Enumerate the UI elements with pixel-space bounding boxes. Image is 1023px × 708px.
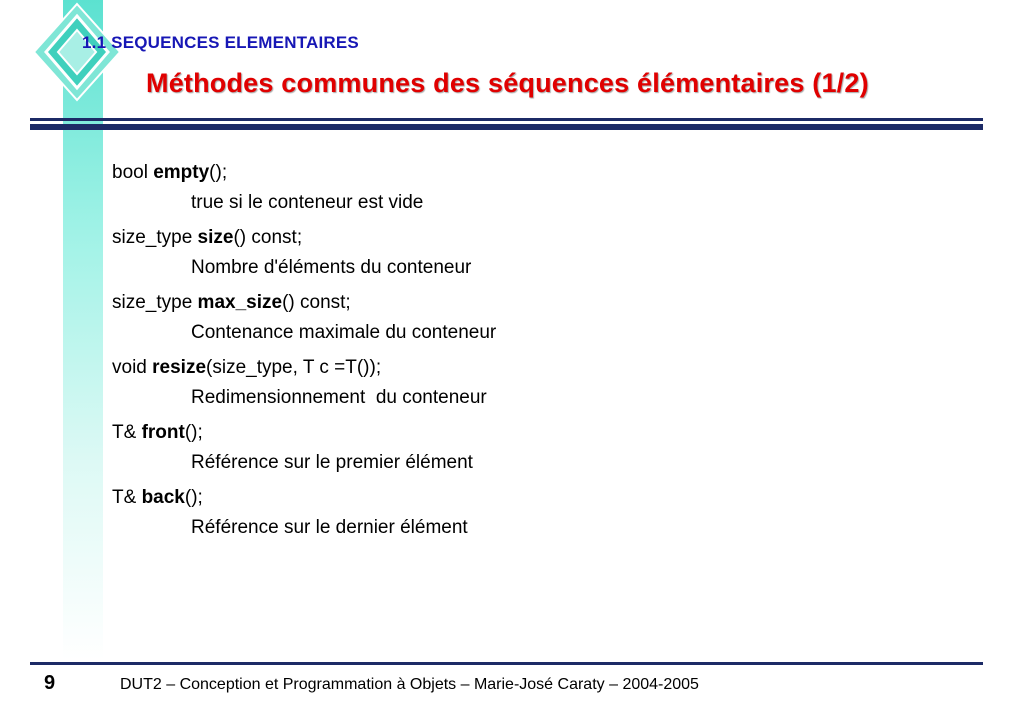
method-item	[112, 353, 972, 413]
title-divider-thin	[30, 118, 983, 121]
method-name: resize	[152, 357, 207, 378]
method-signature: size_type max_size() const;	[112, 292, 351, 313]
title-divider-thick	[30, 124, 983, 130]
method-item	[112, 418, 972, 478]
section-title: 1.1 SEQUENCES ELEMENTAIRES	[82, 33, 359, 52]
method-name: max_size	[197, 292, 283, 313]
method-signature: size_type size() const;	[112, 227, 303, 248]
method-description: Référence sur le premier élément	[191, 452, 473, 473]
method-signature: void resize(size_type, T c =T());	[112, 357, 382, 378]
method-description: Référence sur le dernier élément	[191, 517, 468, 538]
footer-text: DUT2 – Conception et Programmation à Objets – Marie-José Caraty – 2004-2005	[120, 676, 699, 693]
slide-title: Méthodes communes des séquences élémentaires (1/2)	[146, 68, 869, 98]
method-signature: T& front();	[112, 422, 203, 443]
method-item	[112, 158, 972, 218]
method-item	[112, 223, 972, 283]
method-description: Redimensionnement du conteneur	[191, 387, 487, 408]
method-signature: bool empty();	[112, 162, 228, 183]
footer-divider	[30, 662, 983, 665]
page-number: 9	[44, 672, 56, 694]
method-signature: T& back();	[112, 487, 203, 508]
method-name: back	[141, 487, 185, 508]
method-item	[112, 288, 972, 348]
method-description: Nombre d'éléments du conteneur	[191, 257, 472, 278]
method-name: front	[141, 422, 185, 443]
method-description: true si le conteneur est vide	[191, 192, 424, 213]
methods-list	[112, 158, 972, 548]
method-name: size	[197, 227, 234, 248]
method-name: empty	[153, 162, 210, 183]
method-item	[112, 483, 972, 543]
method-description: Contenance maximale du conteneur	[191, 322, 497, 343]
